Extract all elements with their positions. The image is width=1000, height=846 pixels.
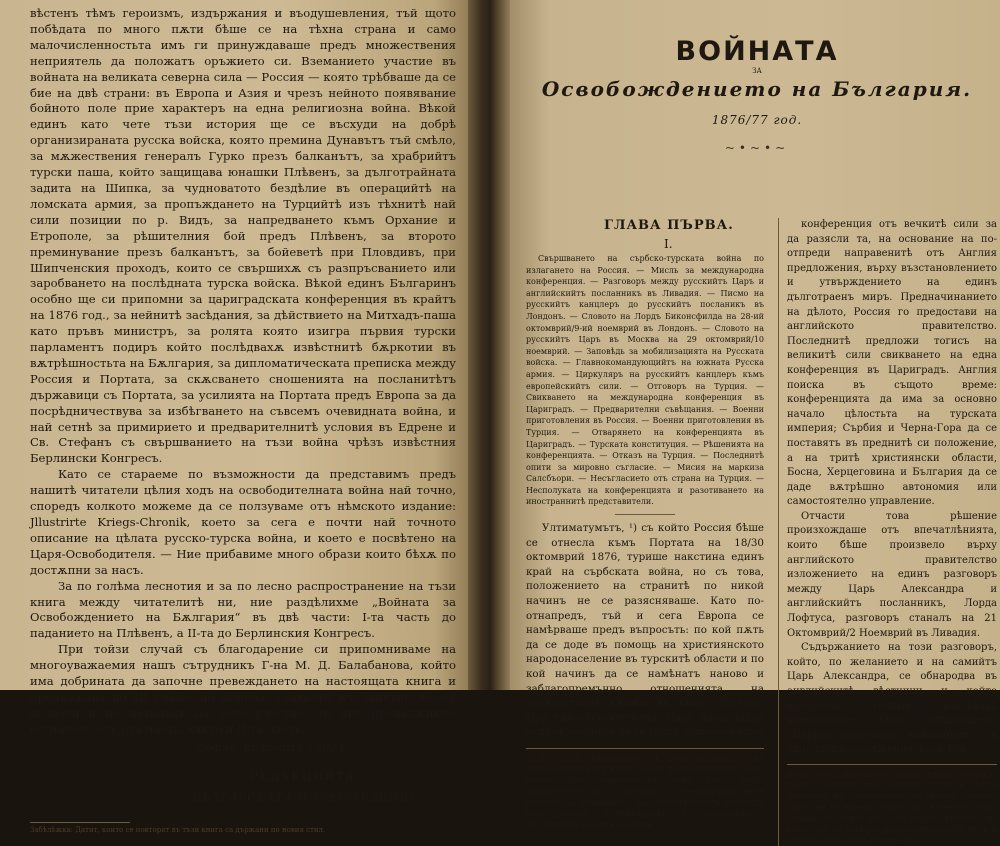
- preface-paragraph-4: При тойзи случай съ благодарение си припомниваме на многоуважаемия нашъ сътрудникъ Г-на М. Д. Балабанова, който има добрината да започне превеждането на настоящата книга и продължава до III глава; но понеже главното му занятие не му позволи и по натадъкъ да земе участие, то ние продължихме остналото отъ I-та часть, както и II-та часть.: [30, 642, 456, 736]
- editorial-signature: [150, 770, 456, 804]
- right-paragraph-2: Отчасти това рѣшение произхождаше отъ впечатлѣнията, които бѣше произвело върху английското правителство изложението на единъ разговоръ между Царь Александра и английскийтъ посланникъ, Лорда Лофтуса, разговоръ станалъ на 21 Октомврий/2 Ноемврий въ Ливадия.: [787, 510, 997, 639]
- chapter-left-column: [526, 218, 764, 846]
- footer-note: Забѣлѣжка: Датит, които се повторят въ тъзи книга са държани по новия стил.: [30, 825, 326, 834]
- book-subtitle: Освобождението на България.: [541, 77, 973, 101]
- preface-paragraph-3: За по голѣма леснотия и за по лесно распространение на тъзи книга между читателитѣ ни, ние раздѣлихме „Войната за Освобождението на Бѫлгария“ въ двѣ части: I-та часть до паданието на Плѣвенъ, а II-та до Берлинския Конгресъ.: [30, 578, 456, 641]
- footnote-left: ¹) М. Д. Б. Ултиматумъ съ дума латинска и въ дипломатическитѣ язикъ, значи предложението, което прави едно правителство къмъ едно друго правителство като послѣдно и невъзвратно вече условие за решаването на съществующата помежду имъ распря. Ултиматумътъ е окончателното послѣдствие на една размяна: [526, 748, 764, 830]
- footer-rule: [30, 822, 130, 823]
- right-page: [510, 0, 1000, 845]
- editorial-line-2: на: [298, 782, 308, 791]
- preface-text: [30, 6, 456, 738]
- chapter-body-right: [787, 218, 997, 758]
- editorial-line-3: „БЪЛГАРСКАТА ИЛЛЮСТРАЦИЯ“.: [185, 790, 421, 804]
- chapter-summary: Свършването на сърбско-турската война по излагането на Россия. — Мисль за международна конференция. — Разговоръ между русскийтъ Царъ и английскийтъ посланникъ въ Ливадия. — Писмо на русскийтъ канцлеръ до русскийтъ посланикъ въ Лондонъ. — Словото на Лордъ Биконсфилда на 28-ий октомврий/9-ий ноемврий въ Лондонъ. — Словото на русскийтъ Царъ въ Москва на 29 октомврий/10 ноемврий. — Заповѣдь за мобилизацията на Русската войска. — Главнокомандующийтъ на южната Русска армия. — Циркуляръ на русскийтъ канцлеръ къмъ европейскийтъ сили. — Отговоръ на Турция. — Свикването на международна конференция въ Цариградъ. — Предварителни съвѣщания. — Военни приготовления въ Россия. — Военни приготовления въ Турция. — Отварянето на конференцията въ Цариградъ. — Турската конституция. — Рѣшенията на конференцията. — Отказъ на Турция. — Последнитѣ опити за мировно съгласие. — Мисия на маркиза Салсбъори. — Несъгласието отъ страна на Турция. — Несполуката на конференцията и разотиването на иностраннитѣ представители.: [526, 254, 764, 507]
- editorial-line-1: РЕДАКЦИЯТА: [250, 769, 356, 783]
- preface-paragraph-2: Като се стараеме по възможности да представимъ предъ нашитѣ читатели цѣлия ходъ на освободителната война най точно, споредъ колкото можеме да се ползуваме отъ нѣмското издание: Jllustrirte Kriegs-Chronik, което за сега е почти най точното описание на цѣлата русско-турска война, и което е посвѣтено на Царя-Освободителя. — Ние прибавиме много образи които бѣхѫ по достѫпни за насъ.: [30, 467, 456, 577]
- left-page: [0, 0, 472, 834]
- chapter-heading: ГЛАВА ПЪРВА.: [604, 218, 734, 233]
- chapter-body-paragraph: Ултиматумътъ, ¹) съ който Россия бѣше се отнесла къмъ Портата на 18/30 октомврий 1876, турише накстина единъ край на сърбската война, но съ това, положението на странитѣ по никой начинъ не се разясняваше. Като по-отнапредъ, тъй и сега Европа се намѣрваше предъ въпросъть: по кой пѫть да се доде въ помощь на християнското народонаселение въ турскитѣ области и по кой начинъ да се намѣнатъ наново и заблагопремънно отношенията на подвластнитѣ княжества къмъ Портата. При тия обстоятелства, Царь Александра исказа желание да се свика поканено една: [526, 522, 764, 739]
- footnote-right: несъгласни преговори върху единъ въпросъ, който раздѣля две държави. Той е често предтеча на обявлението на война, защото, който не го приеме тогисъ щѣ е вече на една страна, съ която не е въ добро съгласие, на която щѣ се затвори дипломатическитѣ пътъ и дипломатическитѣ отношения.: [787, 764, 997, 846]
- preface-signoff: София, въ крайтъ 1882 г.: [196, 739, 350, 754]
- book-title-connector: ЗА: [752, 67, 762, 75]
- book-gutter: [468, 0, 512, 690]
- right-paragraph-1: конференция отъ вечкитѣ сили за да разясли та, на основание на по-отпреди направенитѣ отъ Англия предложения, върху възстановлението и утвърждението на единъ дълготраенъ миръ. Предначинанието на дѣлото, Россия го предостави на английското правителство. Последнитѣ предложи тогисъ на великитѣ сили свикването на една конференция въ Цариградъ. Англия поиска въ същото време: конференцията да има за основно начало цѣлостьта на турската империя; Сърбия и Черна-Гора да се поставятъ въ преднитѣ си положение, а на тритѣ християнски области, Босна, Херцеговина и България да се даде вѫтрѣшно автономия или самостоятелно управление.: [787, 219, 997, 508]
- book-title: ВОЙНАТА: [675, 36, 839, 67]
- chapter-right-column: [778, 218, 997, 846]
- ornament-divider: ~•~•~: [724, 141, 790, 155]
- chapter-columns: [526, 218, 997, 846]
- right-paragraph-3: Съдържанието на този разговоръ, който, по желанието и на самийтъ Царь Александра, се обнародва въ английскитѣ вѣстници и който произведе голѣмо навсѣкадѣ впечатлѣние, бѣше слѣдующето: „Царьтъ започналъ найнапредъ, съ едно дълго разсъжение, какъ Той: [787, 642, 997, 756]
- section-number: I.: [664, 237, 673, 251]
- chapter-body-left: [526, 521, 764, 740]
- book-year: 1876/77 год.: [711, 113, 803, 127]
- preface-paragraph-1: вѣстенъ тѣмъ героизмъ, издържания и въодушевления, тъй щото побѣдата по много пѫти бѣше се на тѣхна страна и само малочисленностьта имъ ги принуждаваше предъ множествения неприятель да положатъ оръжието си. Вземанието участие въ войната на великата северна сила — Россия — която трѣбваше да се бие на двѣ страни: въ Европа и Азия и чрезъ нейното появявание бойното поле прие характеръ на една религиозна война. Вѣкой единъ като чете тъзи история ще се въсхуди на добрѣ организираната русска войска, която премина Дунавътъ тъй смѣло, за мѫжествения генералъ Гурко презъ балканътъ, за храбрийтъ турски паша, който защищава юнашки Плѣвенъ, за дълготрайната задита на Шипка, за чудноватото бездѣлие въ операцийтѣ на ломската армия, за пропъждането на Турцийтѣ изъ тѣхнитѣ най сили позиции по р. Видъ, за напредването къмъ Орхание и Етрополе, за рѣшителния бой предъ Плѣвенъ, за второто преминувание презъ балканътъ, за бойеветѣ при Пловдивъ, при Шипченския проходъ, които се свършихѫ съ разпръсванието или заробването на послѣдната турска войска. Вѣкой единъ Българинъ особно ще си припомни за цариградската конференция въ крайтъ на 1876 год., за нейнитѣ засѣдания, за дѣйствието на Митхадъ-паша като пръвъ министръ, за ролята която изигра първия турски парламентъ подиръ който послѣдвахѫ извѣстнитѣ бѫркотии въ вѫтрѣшностьта на Бѫлгария, за дипломатическата преписка между Россия и Портата, за скѫсването сношенията на посланитѣтъ държавици съ Портата, за усилията на Портата предъ Европа за да посрѣдничествува за избѣгването на съвсемъ очевидната война, и най сетнѣ за примирието и предварителнитѣ условия въ Едрене и Св. Стефанъ съ свършванието на тъзи война чрѣзъ извѣстния Берлински Конгресъ.: [30, 6, 456, 466]
- summary-rule: [615, 514, 675, 515]
